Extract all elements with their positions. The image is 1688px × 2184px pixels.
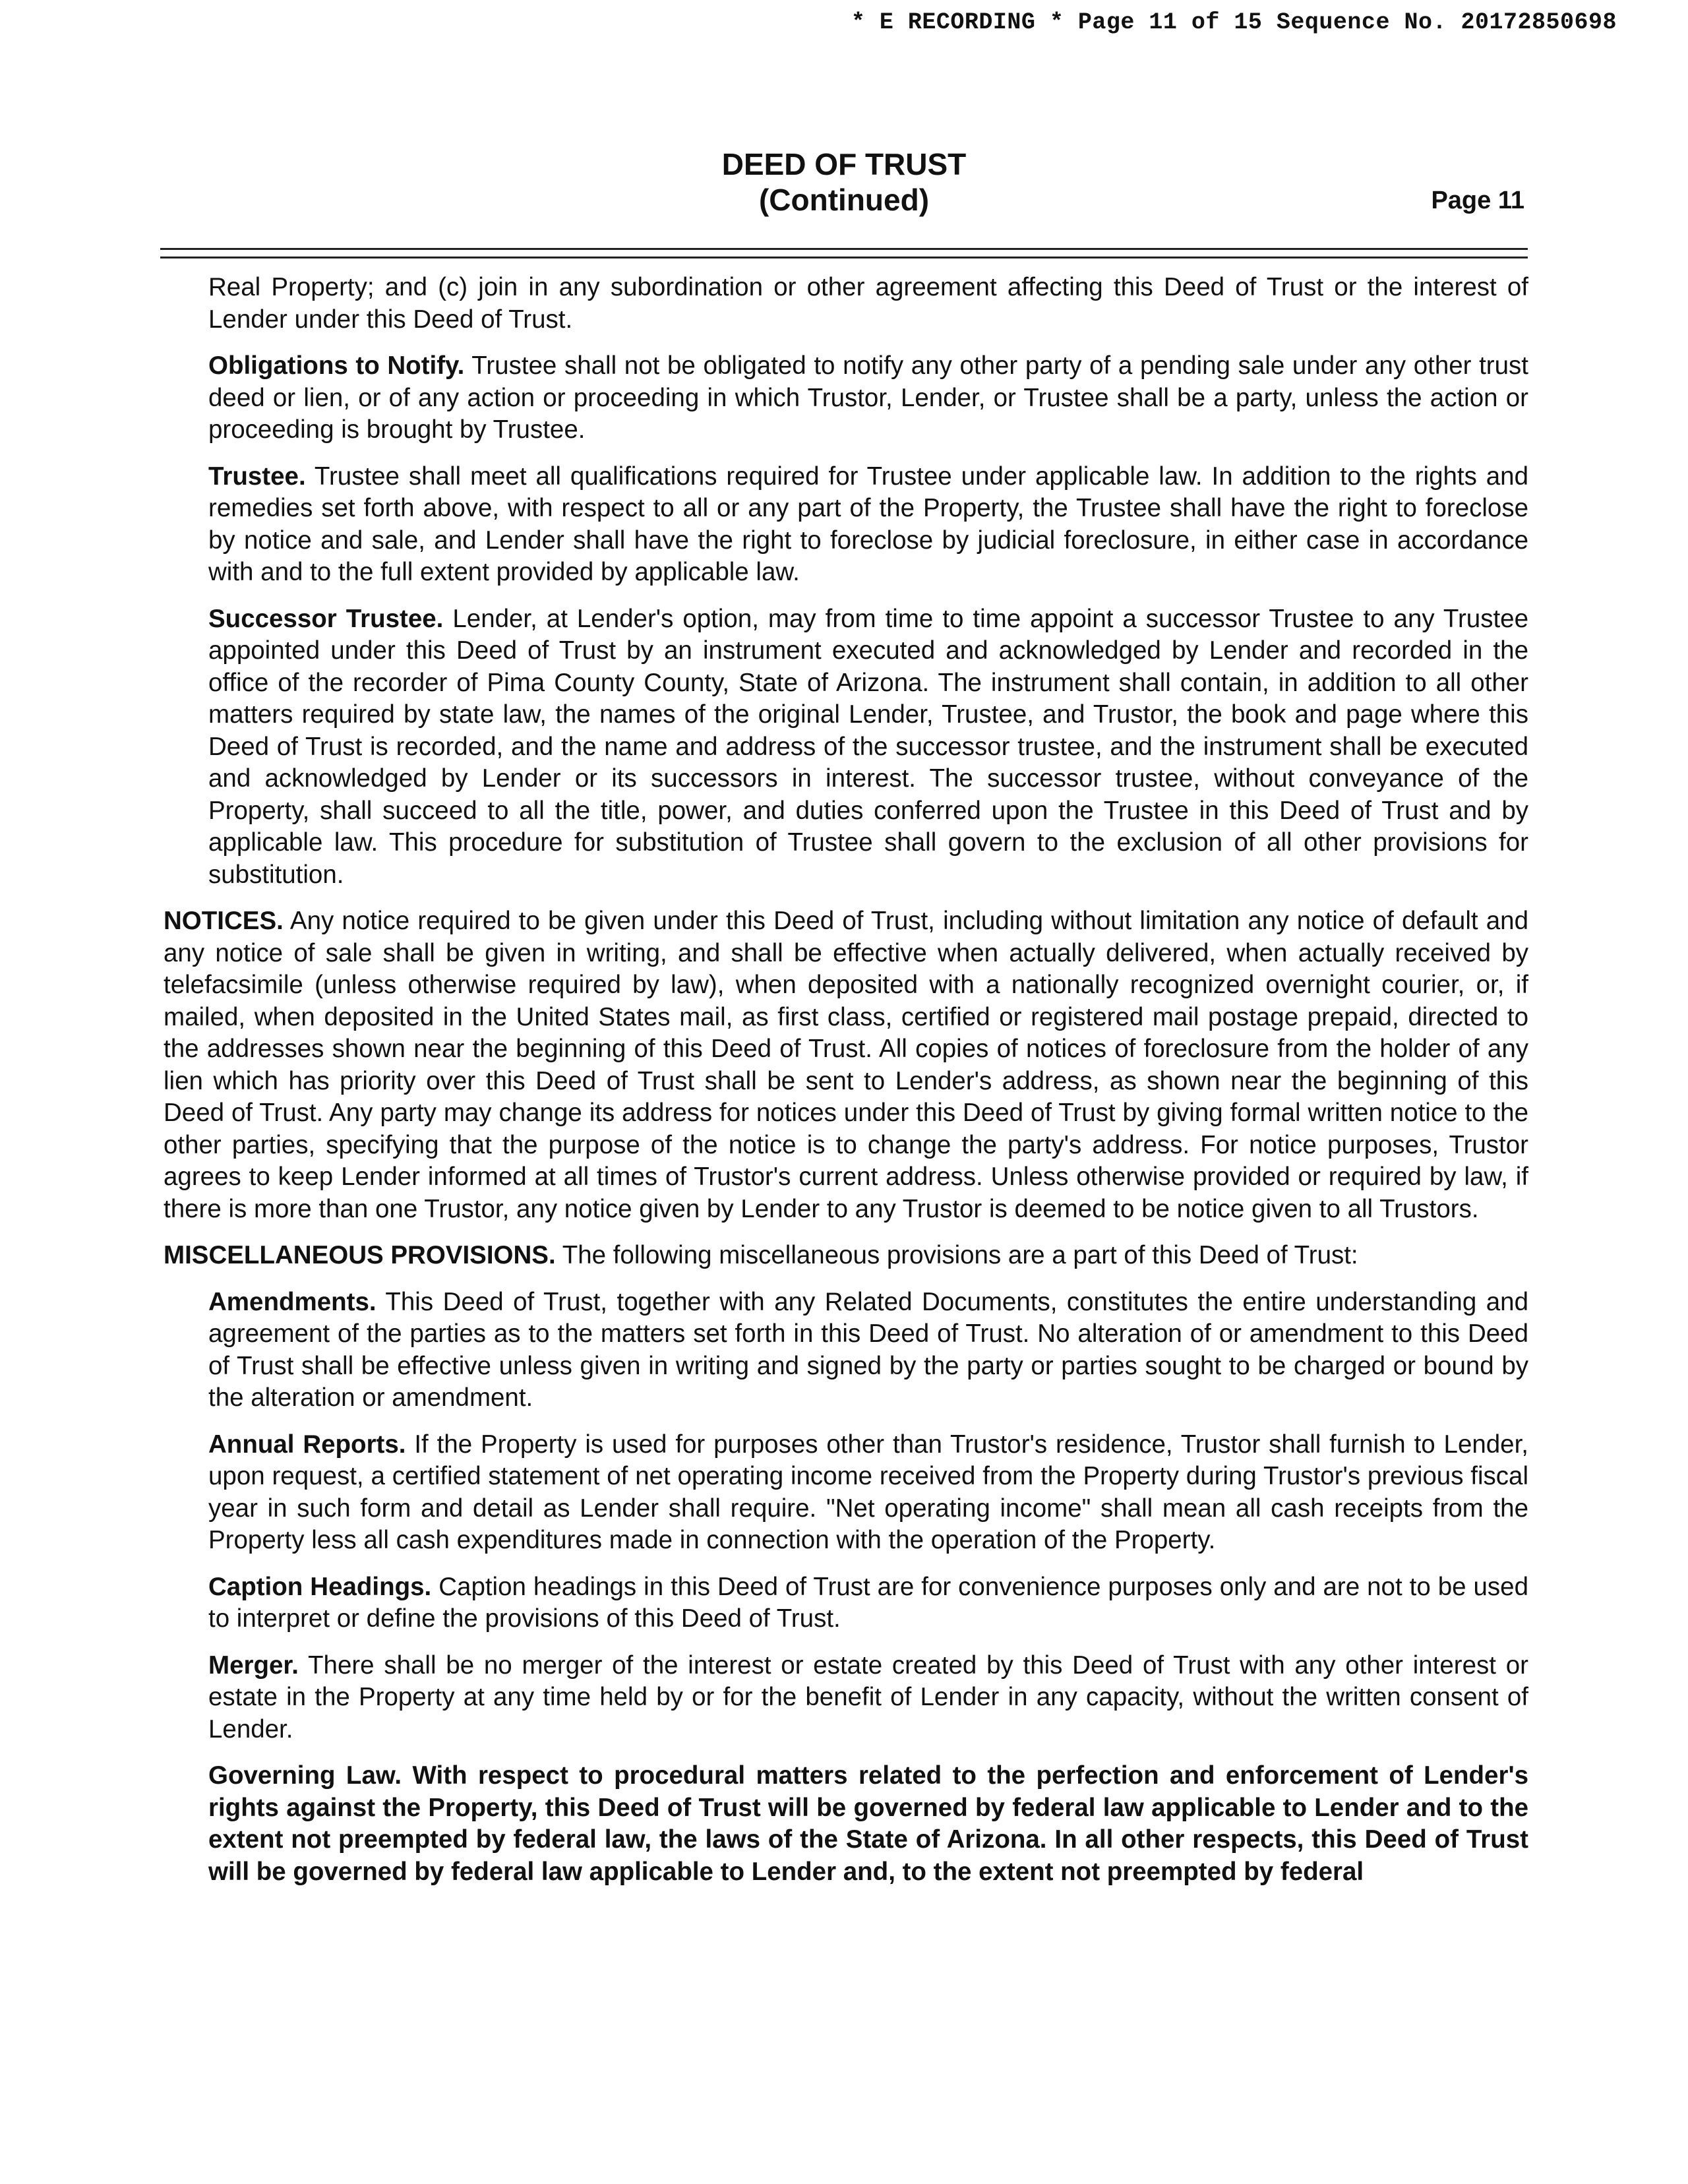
paragraph-text: Trustee shall not be obligated to notify any other party of a pending sale under any other trust deed or lien, or of any action or proceeding in which Trustor, Lender, or Trustee shall be a party, unless the action or proceeding is brought by Trustee. bbox=[208, 351, 1528, 444]
paragraph-text: Any notice required to be given under this Deed of Trust, including without limitation any notice of default and any notice of sale shall be given in writing, and shall be effective when actually delivered, when actually received by telefacsimile (unless otherwise required by law), when deposited with a nationally recognized overnight courier, or, if mailed, when deposited in the United States mail, as first class, certified or registered mail postage prepaid, directed to the addresses shown near the beginning of this Deed of Trust. All copies of notices of foreclosure from the holder of any lien which has priority over this Deed of Trust shall be sent to Lender's address, as shown near the beginning of this Deed of Trust. Any party may change its address for notices under this Deed of Trust by giving formal written notice to the other parties, specifying that the purpose of the notice is to change the party's address. For notice purposes, Trustor agrees to keep Lender informed at all times of Trustor's current address. Unless otherwise provided or required by law, if there is more than one Trustor, any notice given by Lender to any Trustor is deemed to be notice given to all Trustors. bbox=[164, 907, 1528, 1223]
page-number: Page 11 bbox=[1431, 187, 1524, 214]
paragraph-notices bbox=[164, 905, 1528, 1225]
paragraph-miscellaneous bbox=[164, 1240, 1528, 1272]
paragraph-governing-law bbox=[208, 1760, 1528, 1888]
paragraph-obligations bbox=[208, 350, 1528, 446]
title-line: DEED OF TRUST bbox=[721, 147, 967, 181]
paragraph-text: Real Property; and (c) join in any subordination or other agreement affecting this Deed of Trust or the interest of Lender under this Deed of Trust. bbox=[208, 273, 1528, 334]
paragraph-text: If the Property is used for purposes other than Trustor's residence, Trustor shall furnish to Lender, upon request, a certified statement of net operating income received from the Property during Trustor's previous fiscal year in such form and detail as Lender shall require. "Net operating income" shall mean all cash receipts from the Property less all cash expenditures made in connection with the operation of the Property. bbox=[208, 1430, 1528, 1554]
paragraph-text: Trustee shall meet all qualifications required for Trustee under applicable law. In addition to the rights and remedies set forth above, with respect to all or any part of the Property, the Trustee shall have the right to foreclose by notice and sale, and Lender shall have the right to foreclose by judicial foreclosure, in either case in accordance with and to the full extent provided by applicable law. bbox=[208, 462, 1528, 586]
title-continued: (Continued) bbox=[758, 183, 930, 217]
document-body bbox=[164, 272, 1528, 1902]
recording-header: * E RECORDING * Page 11 of 15 Sequence No. 20172850698 bbox=[851, 9, 1617, 36]
paragraph-amendments bbox=[208, 1287, 1528, 1414]
section-heading: Trustee. bbox=[208, 462, 306, 491]
paragraph-merger bbox=[208, 1650, 1528, 1746]
paragraph-text: There shall be no merger of the interest or estate created by this Deed of Trust with any other interest or estate in the Property at any time held by or for the benefit of Lender in any capacity, without the written consent of Lender. bbox=[208, 1651, 1528, 1744]
paragraph-text: Caption headings in this Deed of Trust are for convenience purposes only and are not to be used to interpret or define the provisions of this Deed of Trust. bbox=[208, 1572, 1529, 1633]
paragraph bbox=[208, 272, 1528, 336]
section-heading: Merger. bbox=[208, 1651, 299, 1680]
header-rule bbox=[160, 248, 1528, 250]
section-heading: Obligations to Notify. bbox=[208, 351, 465, 380]
section-heading: Caption Headings. bbox=[208, 1572, 432, 1601]
paragraph-annual-reports bbox=[208, 1429, 1528, 1557]
section-heading: MISCELLANEOUS PROVISIONS. bbox=[164, 1241, 556, 1269]
section-heading: Governing Law. bbox=[208, 1761, 402, 1790]
paragraph-caption-headings bbox=[208, 1571, 1528, 1635]
section-heading: NOTICES. bbox=[164, 907, 284, 935]
paragraph-text: The following miscellaneous provisions are a part of this Deed of Trust: bbox=[562, 1241, 1358, 1269]
header-rule bbox=[160, 257, 1528, 258]
section-heading: Amendments. bbox=[208, 1287, 377, 1316]
paragraph-trustee bbox=[208, 461, 1528, 589]
paragraph-successor-trustee bbox=[208, 603, 1528, 892]
paragraph-text: With respect to procedural matters related to the perfection and enforcement of Lender's rights against the Property, this Deed of Trust will be governed by federal law applicable to Lender and to the extent not preempted by federal law, the laws of the State of Arizona. In all other respects, this Deed of Trust will be governed by federal law applicable to Lender and, to the extent not preempted by federal bbox=[208, 1761, 1529, 1886]
section-heading: Annual Reports. bbox=[208, 1430, 406, 1459]
paragraph-text: This Deed of Trust, together with any Related Documents, constitutes the entire understanding and agreement of the parties as to the matters set forth in this Deed of Trust. No alteration of or amendment to this Deed of Trust shall be effective unless given in writing and signed by the party or parties sought to be charged or bound by the alteration or amendment. bbox=[208, 1287, 1528, 1412]
paragraph-text: Lender, at Lender's option, may from time to time appoint a successor Trustee to any Trustee appointed under this Deed of Trust by an instrument executed and acknowledged by Lender and recorded in the office of the recorder of Pima County County, State of Arizona. The instrument shall contain, in addition to all other matters required by state law, the names of the original Lender, Trustee, and Trustor, the book and page where this Deed of Trust is recorded, and the name and address of the successor trustee, and the instrument shall be executed and acknowledged by Lender or its successors in interest. The successor trustee, without conveyance of the Property, shall succeed to all the title, power, and duties conferred upon the Trustee in this Deed of Trust and by applicable law. This procedure for substitution of Trustee shall govern to the exclusion of all other provisions for substitution. bbox=[208, 604, 1528, 889]
section-heading: Successor Trustee. bbox=[208, 604, 444, 633]
